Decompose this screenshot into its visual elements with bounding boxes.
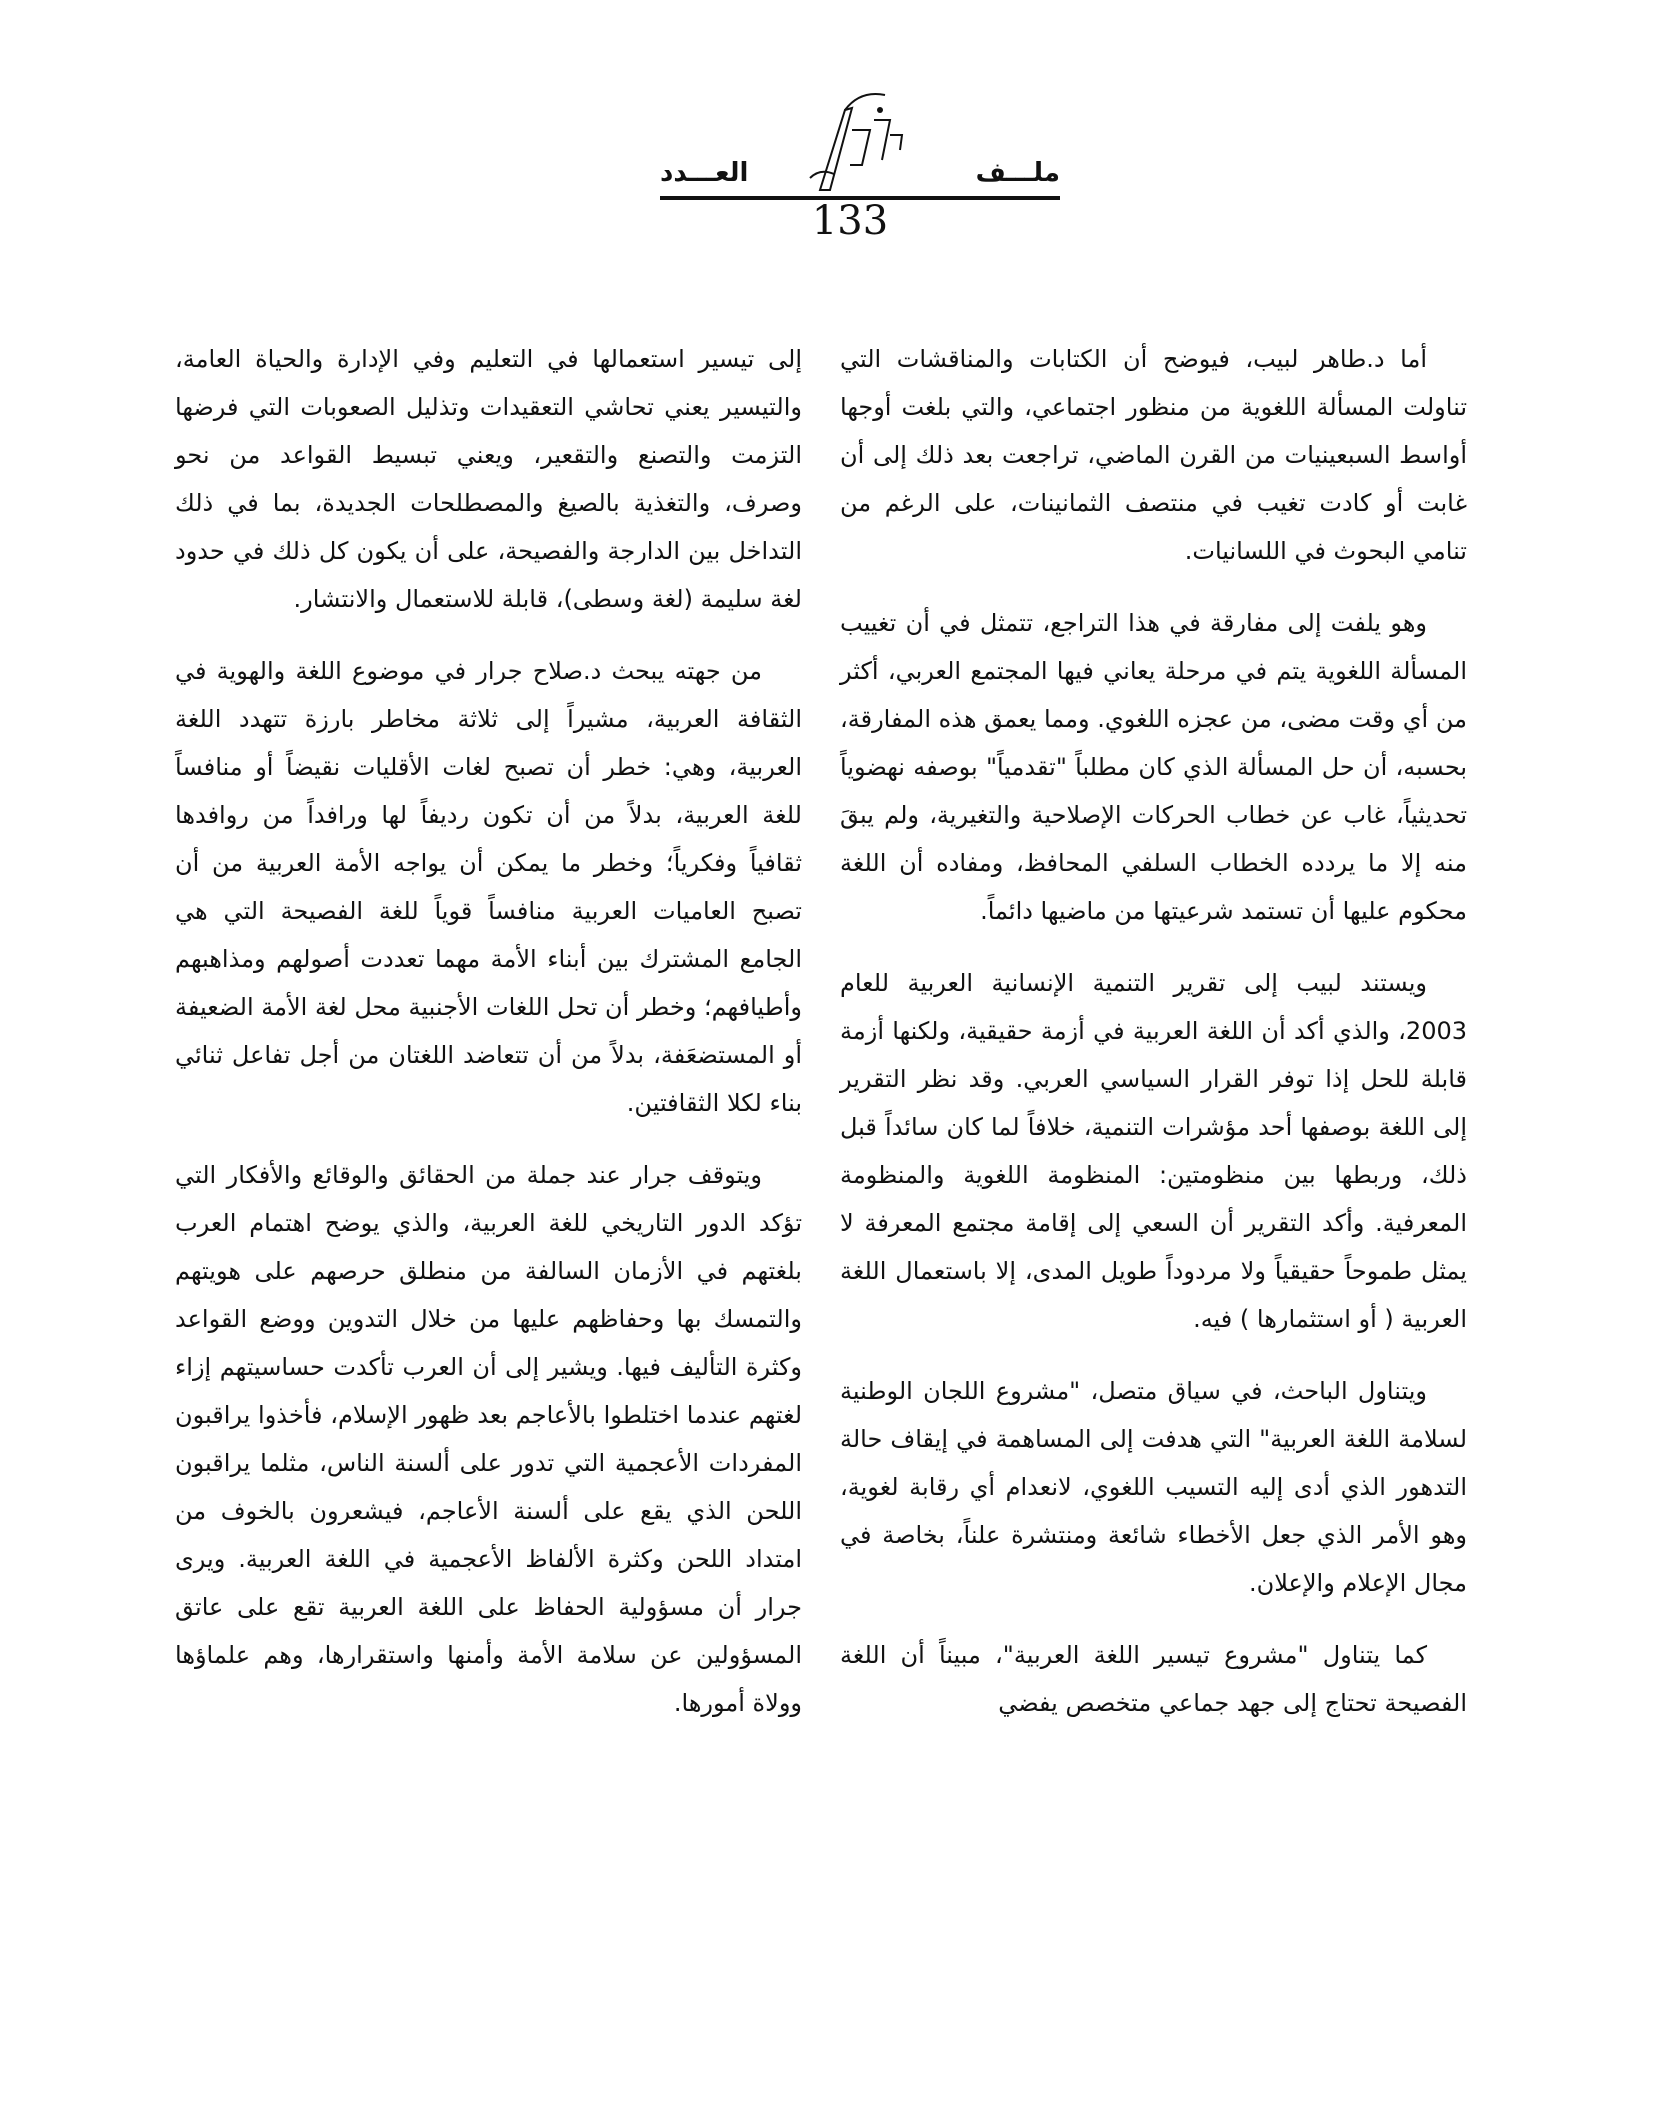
paragraph: أما د.طاهر لبيب، فيوضح أن الكتابات والمناقشات التي تناولت المسألة اللغوية من منظور اجتماعي، والتي بلغت أوجها أواسط السبعينيات من القرن الماضي، تراجعت بعد ذلك إلى أن غابت أو كادت تغيب في منتصف الثمانينات، على الرغم من تنامي البحوث في اللسانيات. <box>840 345 1467 565</box>
paragraph: وهو يلفت إلى مفارقة في هذا التراجع، تتمثل في أن تغييب المسألة اللغوية يتم في مرحلة يعاني فيها المجتمع العربي، أكثر من أي وقت مضى، من عجزه اللغوي. ومما يعمق هذه المفارقة، بحسبه، أن حل المسألة الذي كان مطلباً "تقدمياً" بوصفه نهضوياً تحديثياً، غاب عن خطاب الحركات الإصلاحية والتغيرية، ولم يبقَ منه إلا ما يردده الخطاب السلفي المحافظ، ومفاده أن اللغة محكوم عليها أن تستمد شرعيتها من ماضيها دائماً. <box>840 609 1467 925</box>
paragraph: إلى تيسير استعمالها في التعليم وفي الإدارة والحياة العامة، والتيسير يعني تحاشي التعقيدات وتذليل الصعوبات التي فرضها التزمت والتصنع والتقعير، ويعني تبسيط القواعد من نحو وصرف، والتغذية بالصيغ والمصطلحات الجديدة، بما في ذلك التداخل بين الدارجة والفصيحة، على أن يكون كل ذلك في حدود لغة سليمة (لغة وسطى)، قابلة للاستعمال والانتشار. <box>175 345 802 613</box>
issue-label: العـــدد <box>660 158 749 188</box>
paragraph: ويستند لبيب إلى تقرير التنمية الإنسانية العربية للعام 2003، والذي أكد أن اللغة العربية في أزمة حقيقية، ولكنها أزمة قابلة للحل إذا توفر القرار السياسي العربي. وقد نظر التقرير إلى اللغة بوصفها أحد مؤشرات التنمية، خلافاً لما كان سائداً قبل ذلك، وربطها بين منظومتين: المنظومة اللغوية والمنظومة المعرفية. وأكد التقرير أن السعي إلى إقامة مجتمع المعرفة لا يمثل طموحاً حقيقياً ولا مردوداً طويل المدى، إلا باستعمال اللغة العربية ( أو استثمارها ) فيه. <box>840 969 1467 1333</box>
section-label: ملـــف <box>975 158 1060 188</box>
paragraph: كما يتناول "مشروع تيسير اللغة العربية"، مبيناً أن اللغة الفصيحة تحتاج إلى جهد جماعي متخصص يفضي <box>840 1641 1467 1717</box>
page-header <box>640 90 1060 244</box>
paragraph: ويتوقف جرار عند جملة من الحقائق والوقائع والأفكار التي تؤكد الدور التاريخي للغة العربية، والذي يوضح اهتمام العرب بلغتهم في الأزمان السالفة من منطلق حرصهم على هويتهم والتمسك بها وحفاظهم عليها من خلال التدوين ووضع القواعد وكثرة التأليف فيها. ويشير إلى أن العرب تأكدت حساسيتهم إزاء لغتهم عندما اختلطوا بالأعاجم بعد ظهور الإسلام، فأخذوا يراقبون المفردات الأعجمية التي تدور على ألسنة الناس، مثلما يراقبون اللحن الذي يقع على ألسنة الأعاجم، فيشعرون بالخوف من امتداد اللحن وكثرة الألفاظ الأعجمية في اللغة العربية. ويرى جرار أن مسؤولية الحفاظ على اللغة العربية تقع على عاتق المسؤولين عن سلامة الأمة وأمنها واستقرارها، وهم علماؤها وولاة أمورها. <box>175 1161 802 1717</box>
left-column <box>175 335 802 1751</box>
paragraph: من جهته يبحث د.صلاح جرار في موضوع اللغة والهوية في الثقافة العربية، مشيراً إلى ثلاثة مخاطر بارزة تتهدد اللغة العربية، وهي: خطر أن تصبح لغات الأقليات نقيضاً أو منافساً للغة العربية، بدلاً من أن تكون رديفاً لها ورافداً من روافدها ثقافياً وفكرياً؛ وخطر ما يمكن أن يواجه الأمة العربية من أن تصبح العاميات العربية منافساً قوياً للغة الفصيحة التي هي الجامع المشترك بين أبناء الأمة مهما تعددت أصولهم ومذاهبهم وأطيافهم؛ وخطر أن تحل اللغات الأجنبية محل لغة الأمة الضعيفة أو المستضعَفة، بدلاً من أن تتعاضد اللغتان من أجل تفاعل ثنائي بناء لكلا الثقافتين. <box>175 657 802 1117</box>
magazine-logo-icon <box>790 90 930 200</box>
page-number: 133 <box>811 198 889 244</box>
paragraph: ويتناول الباحث، في سياق متصل، "مشروع اللجان الوطنية لسلامة اللغة العربية" التي هدفت إلى المساهمة في إيقاف حالة التدهور الذي أدى إليه التسيب اللغوي، لانعدام أي رقابة لغوية، وهو الأمر الذي جعل الأخطاء شائعة ومنتشرة علناً، بخاصة في مجال الإعلام والإعلان. <box>840 1377 1467 1597</box>
right-column <box>840 335 1467 1751</box>
